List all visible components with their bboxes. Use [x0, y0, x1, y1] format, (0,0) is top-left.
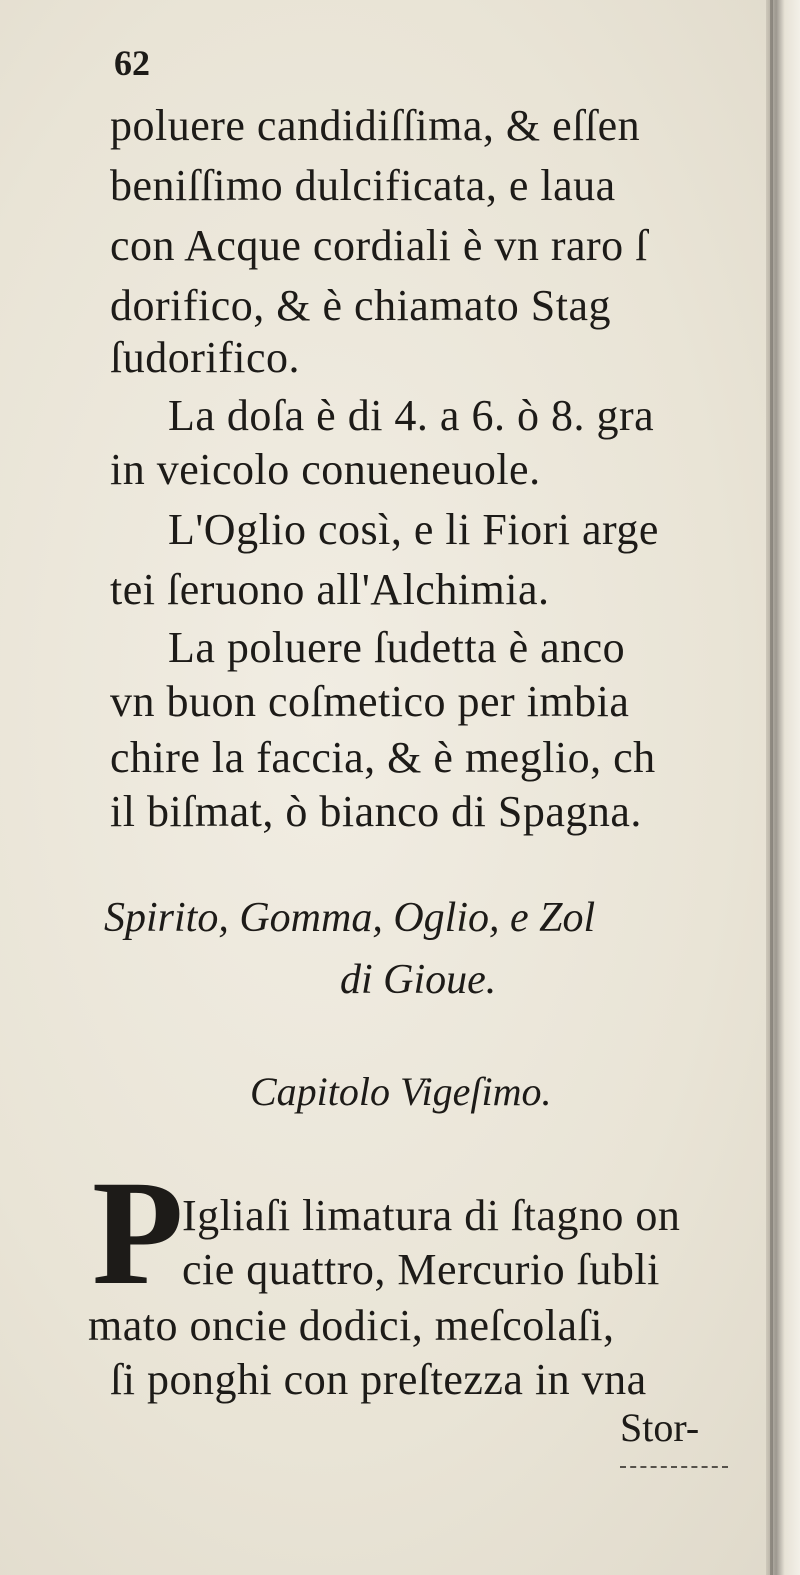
text-line: con Acque cordiali è vn raro ſ [110, 221, 648, 270]
text-line: dorifico, & è chiamato Stag [110, 281, 612, 330]
text-line: Igliaſi limatura di ſtagno on [182, 1191, 681, 1240]
text-line: in veicolo conueneuole. [110, 445, 541, 494]
text-line: vn buon coſmetico per imbia [110, 677, 630, 726]
text-line: mato oncie dodici, meſcolaſi, [88, 1301, 615, 1350]
text-line: La doſa è di 4. a 6. ò 8. gra [168, 391, 655, 440]
catchword: Stor- [620, 1405, 700, 1450]
section-title-line2: di Gioue. [340, 957, 497, 1003]
catchword-underline [620, 1466, 728, 1468]
text-line: L'Oglio così, e li Fiori arge [168, 505, 659, 554]
text-line: chire la faccia, & è meglio, ch [110, 733, 656, 782]
text-line: cie quattro, Mercurio ſubli [182, 1245, 660, 1294]
text-line: tei ſeruono all'Alchimia. [110, 565, 550, 614]
section-title-line1: Spirito, Gomma, Oglio, e Zol [104, 895, 596, 941]
text-line: beniſſimo dulcificata, e laua [110, 161, 616, 210]
page-number: 62 [114, 43, 150, 83]
text-line: ſi ponghi con preſtezza in vna [110, 1355, 647, 1404]
drop-cap: P [92, 1150, 184, 1316]
text-line: poluere candidiſſima, & eſſen [110, 101, 641, 150]
text-line: il biſmat, ò bianco di Spagna. [110, 787, 642, 836]
book-gutter [766, 0, 800, 1575]
chapter-heading: Capitolo Vigeſimo. [250, 1069, 552, 1114]
text-line: La poluere ſudetta è anco [168, 623, 626, 672]
text-line: ſudorifico. [110, 333, 301, 382]
